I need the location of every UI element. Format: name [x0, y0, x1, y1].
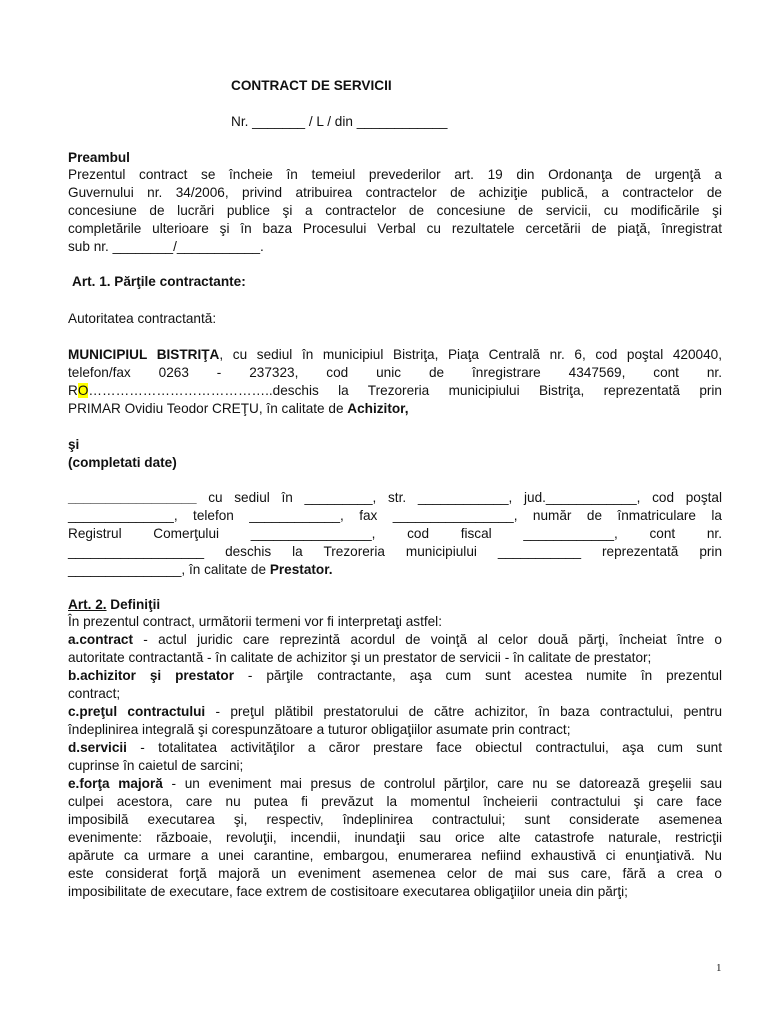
preamble-line: Prezentul contract se încheie în temeiul prevederilor art. 19 din Ordonanţa de urgenţă a	[68, 167, 722, 182]
contract-number-line: Nr. _______ / L / din ____________	[231, 114, 448, 129]
definition-force-majeure: e.forţa majoră - un eveniment mai presus de controlul părţilor, care nu se datorează greşelii sau	[68, 776, 723, 791]
prestator-role: Prestator.	[269, 562, 333, 577]
definition-line: apărute ca urmare a unei carantine, embargou, enumerarea nefiind exhaustivă ci enunţiativă. Nu	[68, 848, 722, 863]
highlighted-text: O	[77, 383, 89, 398]
complete-data-label: (completati date)	[68, 455, 177, 470]
authority-label: Autoritatea contractantă:	[68, 311, 217, 326]
preamble-line: sub nr. ________/___________.	[68, 239, 264, 254]
preamble-heading: Preambul	[68, 150, 130, 165]
entity-name: MUNICIPIUL BISTRIŢA	[68, 347, 220, 362]
provider-line: _______________, în calitate de Prestator.	[68, 562, 333, 577]
provider-line: Registrul Comerţului ________________, cod fiscal ____________, cont nr.	[68, 526, 722, 541]
definition-line: imposibilă executarea şi, respectiv, îndeplinirea contractului; sunt considerate asemenea	[68, 812, 722, 827]
and-label: şi	[68, 437, 80, 452]
definition-price: c.preţul contractului - preţul plătibil prestatorului de către achizitor, în baza contractului, pentru	[68, 704, 723, 719]
article-2-heading: Art. 2. Definiţii	[68, 597, 161, 612]
definitions-intro: În prezentul contract, următorii termeni vor fi interpretaţi astfel:	[68, 614, 442, 629]
definition-line: contract;	[68, 686, 121, 701]
definition-line: este considerat forţă majoră un eveniment asemenea celor de mai sus care, fără a crea o	[68, 866, 722, 881]
definition-line: îndeplinirea integrală şi corespunzătoare a tuturor obligaţiilor asumate prin contract;	[68, 722, 571, 737]
preamble-line: concesiune de lucrări publice şi a contractelor de concesiune de servicii, cu modificările şi	[68, 203, 722, 218]
authority-line: PRIMAR Ovidiu Teodor CREŢU, în calitate de Achizitor,	[68, 401, 409, 416]
provider-line: _________________ cu sediul în _________, str. ____________, jud.____________, cod poştal	[68, 490, 722, 505]
definition-line: autoritate contractantă - în calitate de achizitor şi un prestator de servicii - în calitate de prestator;	[68, 650, 652, 665]
provider-line: ______________, telefon ____________, fax ________________, număr de înmatriculare la	[68, 508, 722, 523]
definition-contract: a.contract - actul juridic care reprezintă acordul de voinţă al celor două părţi, încheiat între o	[68, 632, 722, 647]
provider-name-blank: _________________	[68, 490, 197, 505]
page-number: 1	[716, 962, 722, 974]
contract-title: CONTRACT DE SERVICII	[231, 78, 392, 93]
achizitor-role: Achizitor,	[347, 401, 409, 416]
definition-parties: b.achizitor şi prestator - părţile contractante, aşa cum sunt acestea numite în prezentul	[68, 668, 722, 683]
authority-line: MUNICIPIUL BISTRIŢA, cu sediul în municipiul Bistriţa, Piaţa Centrală nr. 6, cod poştal 420040,	[68, 347, 722, 362]
authority-line: telefon/fax 0263 - 237323, cod unic de înregistrare 4347569, cont nr.	[68, 365, 722, 380]
definition-line: imposibilitate de executare, face extrem de costisitoare executarea obligaţiilor uneia din părţi;	[68, 884, 628, 899]
definition-line: evenimente: războaie, revoluţii, incendii, inundaţii sau orice alte catastrofe naturale, restricţii	[68, 830, 722, 845]
authority-line: RO…………………………………..deschis la Trezoreria municipiului Bistriţa, reprezentată prin	[68, 383, 722, 398]
definition-services: d.servicii - totalitatea activităţilor a căror prestare face obiectul contractului, aşa cum sunt	[68, 740, 722, 755]
provider-line: __________________ deschis la Trezoreria municipiului ___________ reprezentată prin	[68, 544, 722, 559]
preamble-line: completările ulterioare şi în baza Procesului Verbal cu rezultatele cercetării de piaţă, înregistrat	[68, 221, 722, 236]
preamble-line: Guvernului nr. 34/2006, privind atribuirea contractelor de achiziţie publică, a contractelor de	[68, 185, 722, 200]
article-1-heading: Art. 1. Părţile contractante:	[72, 274, 246, 289]
definition-line: cuprinse în caietul de sarcini;	[68, 758, 244, 773]
definition-line: culpei acestora, care nu putea fi prevăzut la momentul încheierii contractului şi care face	[68, 794, 722, 809]
